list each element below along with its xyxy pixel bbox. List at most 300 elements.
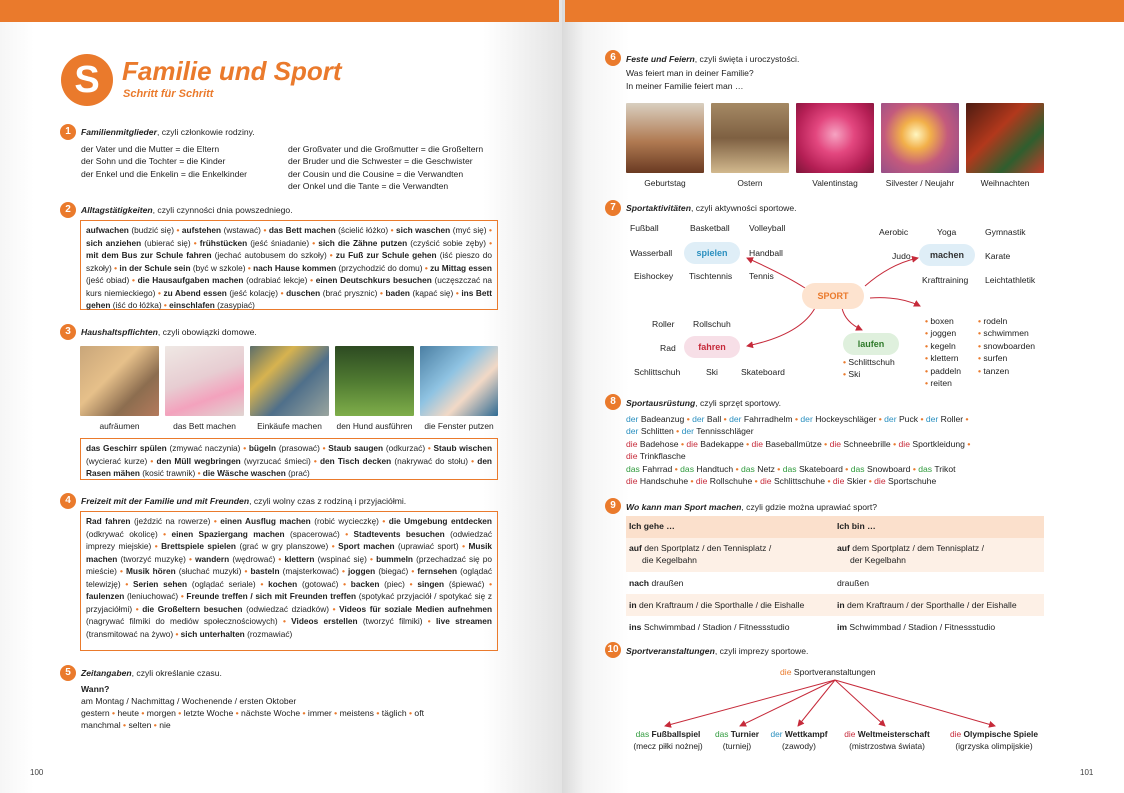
equipment-word: Hockeyschläger <box>815 414 877 424</box>
bullet-dot: • <box>406 708 415 718</box>
term-pl: (śpiewać) <box>448 578 485 589</box>
bullet-dot: • <box>978 340 984 351</box>
caption-geburtstag: Geburtstag <box>644 178 686 188</box>
verb-item <box>978 327 1035 339</box>
bullet-dot: • <box>151 720 160 730</box>
bullet-dot: • <box>752 476 761 487</box>
term-pl: (przychodzić do domu) <box>338 262 423 273</box>
term-de: bügeln <box>248 443 277 453</box>
article: die <box>695 476 708 487</box>
article: der <box>692 414 705 424</box>
term-de: den Tisch decken <box>319 455 392 466</box>
term-pl: (nakrywać do stołu) <box>394 455 468 466</box>
bullet-dot: • <box>422 262 431 273</box>
article: die <box>898 438 910 449</box>
term-de: einen Deutschkurs besuchen <box>315 275 432 285</box>
word-krafttraining: Krafttraining <box>922 275 969 285</box>
wann-label: Wann? <box>81 684 110 694</box>
verb-item <box>925 352 961 364</box>
term-de: die Hausaufgaben machen <box>137 275 244 285</box>
verb-item <box>925 365 961 377</box>
bullet-dot: • <box>210 516 221 526</box>
verb-item <box>843 356 895 368</box>
term-de: kochen <box>268 578 298 589</box>
term-pl: (wspinać się) <box>317 553 367 564</box>
term-pl: (uczęszczać na kurs niemieckiego) <box>86 275 493 298</box>
term-de: nach Hause kommen <box>253 262 337 273</box>
term-de: aufstehen <box>181 225 222 235</box>
article: das <box>626 463 640 474</box>
table-row-3-b: in dem Kraftraum / der Sporthalle / der Eishalle <box>837 600 1017 610</box>
bullet-dot: • <box>963 414 969 424</box>
verbs-col-2 <box>978 315 1035 377</box>
term-pl: (prać) <box>288 468 310 478</box>
term-de: mit dem Bus zur Schule fahren <box>86 250 212 260</box>
term-pl: (biegać) <box>378 566 409 576</box>
section-1-heading: Familienmitglieder, czyli członkowie rodziny. <box>81 127 255 137</box>
term-pl: (jeść obiad) <box>86 275 130 285</box>
term-de: joggen <box>348 566 376 576</box>
word-tennis: Tennis <box>749 271 774 281</box>
term-de: baden <box>385 287 410 298</box>
preposition: auf <box>629 543 642 553</box>
bullet-dot: • <box>366 553 377 564</box>
photo-einkaeufe <box>250 346 329 416</box>
equipment-word: Trikot <box>934 463 956 474</box>
verb-text: tanzen <box>983 365 1010 376</box>
time-word: selten <box>128 720 152 730</box>
bullet-dot: • <box>331 708 340 718</box>
bullet-dot: • <box>319 443 329 453</box>
term-pl: (piec) <box>384 578 405 589</box>
article: die <box>751 438 763 449</box>
equipment-word: Snowboard <box>866 463 911 474</box>
place: Schwimmbad / Stadion / Fitnessstudio <box>643 622 790 632</box>
equipment-word: Sportkleidung <box>912 438 965 449</box>
page-number-right: 101 <box>1080 768 1094 777</box>
photo-weihnachten <box>966 103 1044 173</box>
bullet-dot: • <box>673 426 682 437</box>
term-pl: (jeść śniadanie) <box>250 237 310 248</box>
verb-item <box>978 315 1035 327</box>
term-pl: (kosić trawnik) <box>142 468 196 478</box>
term-de: in der Schule sein <box>119 262 191 273</box>
preposition: im <box>837 622 848 632</box>
word-eishockey: Eishockey <box>634 271 674 281</box>
bullet-dot: • <box>175 708 184 718</box>
term-pl: (zmywać naczynia) <box>169 443 241 453</box>
bullet-dot: • <box>684 414 693 424</box>
section-10-number: 10 <box>605 642 621 658</box>
bullet-dot: • <box>378 516 389 526</box>
bullet-dot: • <box>925 353 931 364</box>
bullet-dot: • <box>233 708 242 718</box>
places-table <box>626 516 1044 638</box>
photo-silvester <box>881 103 959 173</box>
word-karate: Karate <box>985 251 1011 261</box>
bullet-dot: • <box>925 365 931 376</box>
bullet-dot: • <box>688 476 696 487</box>
preposition: nach <box>629 578 650 588</box>
term-de: den Rasen mähen <box>86 455 493 478</box>
term-de: zu Abend essen <box>163 287 227 298</box>
term-de: Staub wischen <box>433 443 493 453</box>
bullet-dot: • <box>978 316 984 326</box>
term-de: sich anziehen <box>86 237 142 248</box>
time-word: nächste Woche <box>241 708 301 718</box>
term-pl: (odrabiać lekcje) <box>246 275 308 285</box>
term-de: Stadtevents besuchen <box>353 528 445 539</box>
bullet-dot: • <box>338 566 348 576</box>
bullet-dot: • <box>733 463 741 474</box>
term-de: faulenzen <box>86 591 125 601</box>
time-word: morgen <box>146 708 176 718</box>
bullet-dot: • <box>918 414 926 424</box>
bullet-dot: • <box>338 578 351 589</box>
word-rad: Rad <box>660 343 676 353</box>
event-olympische-spiele: die Olympische Spiele (igrzyska olimpijskie) <box>950 729 1038 751</box>
term-pl: (grać w gry planszowe) <box>239 541 329 551</box>
equipment-word: Fahrrad <box>642 463 673 474</box>
equipment-line <box>626 413 1044 425</box>
section-7-number: 7 <box>605 200 621 216</box>
bullet-dot: • <box>404 578 418 589</box>
bullet-dot: • <box>157 528 172 539</box>
equipment-line <box>626 425 1044 437</box>
bullet-dot: • <box>925 316 931 326</box>
article: der <box>681 426 694 437</box>
bullet-dot: • <box>195 468 203 478</box>
term-pl: (być w szkole) <box>192 262 246 273</box>
term-pl: (odkurzać) <box>385 443 426 453</box>
section-4-number: 4 <box>60 493 76 509</box>
article: die <box>626 438 638 449</box>
photo-bett-machen <box>165 346 244 416</box>
word-skateboard: Skateboard <box>741 367 785 377</box>
term-de: sich waschen <box>396 225 451 235</box>
term-pl: (spotykać przyjaciół / spotykać się z przyjaciółmi) <box>86 591 493 614</box>
term-de: Musik hören <box>126 566 176 576</box>
term-de: live streamen <box>435 616 492 626</box>
photo-hund <box>335 346 414 416</box>
household-chores-box <box>80 438 498 480</box>
bullet-dot: • <box>120 578 134 589</box>
equipment-word: Handtuch <box>696 463 734 474</box>
bullet-dot: • <box>307 275 316 285</box>
bullet-dot: • <box>339 528 354 539</box>
section-3-number: 3 <box>60 324 76 340</box>
term-de: sich die Zähne putzen <box>318 237 408 248</box>
bullet-dot: • <box>843 357 849 367</box>
verb-text: snowboarden <box>983 340 1036 351</box>
term-de: klettern <box>284 553 315 564</box>
daily-activities-box <box>80 220 498 310</box>
caption-hund: den Hund ausführen <box>336 421 413 431</box>
section-2-number: 2 <box>60 202 76 218</box>
term-de: die Großeltern besuchen <box>142 603 243 614</box>
caption-weihnachten: Weihnachten <box>980 178 1030 188</box>
term-de: singen <box>417 578 445 589</box>
term-pl: (słuchać muzyki) <box>178 566 242 576</box>
time-word: täglich <box>381 708 407 718</box>
bullet-dot: • <box>185 553 196 564</box>
word-rollschuh: Rollschuh <box>693 319 731 329</box>
bullet-dot: • <box>774 463 783 474</box>
term-de: duschen <box>286 287 321 298</box>
word-wasserball: Wasserball <box>630 248 673 258</box>
bullet-dot: • <box>120 720 129 730</box>
term-pl: (robić wycieczkę) <box>314 516 379 526</box>
equipment-word: Badekappe <box>700 438 744 449</box>
bullet-dot: • <box>245 262 254 273</box>
term-de: Sport machen <box>338 541 395 551</box>
bullet-dot: • <box>425 443 434 453</box>
term-de: basteln <box>250 566 280 576</box>
verb-text: schwimmen <box>983 328 1029 339</box>
wann-line-3 <box>81 720 171 730</box>
caption-fenster: die Fenster putzen <box>424 421 494 431</box>
photo-ostern <box>711 103 789 173</box>
article: die <box>832 476 845 487</box>
equipment-line <box>626 475 1044 487</box>
term-pl: (rozmawiać) <box>247 628 293 639</box>
bullet-dot: • <box>825 476 833 487</box>
section-5-heading: Zeitangaben, czyli określanie czasu. <box>81 668 222 678</box>
term-pl: (oglądać telewizję) <box>86 566 492 589</box>
bullet-dot: • <box>468 455 478 466</box>
term-pl: (spacerować) <box>290 528 340 539</box>
place-cont: die Kegelbahn <box>642 555 697 565</box>
word-aerobic: Aerobic <box>879 227 909 237</box>
section-4-heading: Freizeit mit der Familie und mit Freunden, czyli wolny czas z rodziną i przyjaciółmi. <box>81 496 407 506</box>
section-2-heading: Alltagstätigkeiten, czyli czynności dnia powszedniego. <box>81 205 293 215</box>
word-yoga: Yoga <box>937 227 957 237</box>
term-pl: (brać prysznic) <box>322 287 378 298</box>
photo-geburtstag <box>626 103 704 173</box>
bullet-dot: • <box>240 443 249 453</box>
term-de: Brettspiele spielen <box>161 541 236 551</box>
article: das <box>782 463 797 474</box>
page-title: Familie und Sport <box>122 56 342 86</box>
table-header-bin: Ich bin … <box>837 521 876 531</box>
term-de: Videos erstellen <box>291 616 358 626</box>
place-cont: der Kegelbahn <box>850 555 906 565</box>
section-3-heading: Haushaltspflichten, czyli obowiązki domowe. <box>81 327 257 337</box>
article: die <box>626 451 638 462</box>
term-de: die Wäsche waschen <box>202 468 286 478</box>
term-pl: (leniuchować) <box>126 591 179 601</box>
term-pl: (iść pieszo do szkoły) <box>86 250 492 273</box>
node-machen: machen <box>919 244 975 266</box>
bullet-dot: • <box>310 455 320 466</box>
bullet-dot: • <box>678 438 687 449</box>
term-de: sich unterhalten <box>180 628 245 639</box>
bullet-dot: • <box>111 262 120 273</box>
term-de: backen <box>350 578 380 589</box>
event-wettkampf: der Wettkampf (zawody) <box>770 729 828 751</box>
verb-item <box>925 315 961 327</box>
term-pl: (transmitować na żywo) <box>86 628 174 639</box>
chapter-badge: S <box>61 54 113 106</box>
place: dem Sportplatz / dem Tennisplatz / <box>852 543 984 553</box>
word-handball: Handball <box>749 248 783 258</box>
term-pl: (ścielić łóżko) <box>338 225 389 235</box>
article: das <box>680 463 694 474</box>
bullet-dot: • <box>328 541 339 551</box>
equipment-word: Trinkflasche <box>639 451 686 462</box>
bullet-dot: • <box>173 628 181 639</box>
verb-item <box>978 365 1035 377</box>
term-pl: (prasować) <box>278 443 320 453</box>
verb-item <box>843 368 895 380</box>
verb-text: reiten <box>930 378 952 389</box>
equipment-word: Schlitten <box>640 426 674 437</box>
bullet-dot: • <box>109 708 118 718</box>
article: das <box>850 463 865 474</box>
equipment-word: Ball <box>706 414 722 424</box>
place: den Kraftraum / die Sporthalle / die Eishalle <box>639 600 805 610</box>
term-de: Serien sehen <box>133 578 188 589</box>
term-de: bummeln <box>376 553 413 564</box>
photo-valentinstag <box>796 103 874 173</box>
bullet-dot: • <box>155 287 164 298</box>
equipment-word: Netz <box>757 463 775 474</box>
bullet-dot: • <box>842 463 851 474</box>
term-de: einen Ausflug machen <box>220 516 311 526</box>
term-pl: (wycierać kurze) <box>86 455 148 466</box>
caption-ostern: Ostern <box>737 178 763 188</box>
section-8-heading: Sportausrüstung, czyli sprzęt sportowy. <box>626 398 782 408</box>
bullet-dot: • <box>138 708 147 718</box>
bullet-dot: • <box>925 378 931 389</box>
place: den Sportplatz / den Tennisplatz / <box>644 543 772 553</box>
place: draußen <box>651 578 684 588</box>
bullet-dot: • <box>241 566 251 576</box>
bullet-dot: • <box>278 287 287 298</box>
node-spielen: spielen <box>684 242 740 264</box>
bullet-dot: • <box>743 438 752 449</box>
article: die <box>686 438 698 449</box>
bullet-dot: • <box>255 578 269 589</box>
term-pl: (odkrywać okolicę) <box>86 528 158 539</box>
verb-item <box>978 340 1035 352</box>
bullet-dot: • <box>377 287 386 298</box>
bullet-dot: • <box>866 476 875 487</box>
time-word: manchmal <box>81 720 121 730</box>
verb-text: rodeln <box>983 316 1008 326</box>
bullet-dot: • <box>190 237 200 248</box>
article: der <box>925 414 939 424</box>
equipment-word: Rollschuhe <box>709 476 753 487</box>
equipment-word: Schneebrille <box>843 438 891 449</box>
word-judo: Judo <box>892 251 911 261</box>
equipment-line <box>626 450 1044 462</box>
word-roller: Roller <box>652 319 675 329</box>
bullet-dot: • <box>300 708 308 718</box>
term-de: Staub saugen <box>328 443 384 453</box>
word-ski: Ski <box>706 367 718 377</box>
bullet-dot: • <box>458 541 469 551</box>
bullet-dot: • <box>326 250 336 260</box>
bullet-dot: • <box>422 616 436 626</box>
word-fussball: Fußball <box>630 223 659 233</box>
node-fahren: fahren <box>684 336 740 358</box>
verb-text: Ski <box>848 369 861 380</box>
time-word: letzte Woche <box>183 708 234 718</box>
article: der <box>800 414 813 424</box>
bullet-dot: • <box>260 225 269 235</box>
equipment-word: Schlittschuhe <box>773 476 826 487</box>
page-subtitle: Schritt für Schritt <box>123 88 214 100</box>
term-de: das Bett machen <box>268 225 336 235</box>
article: die <box>626 476 638 487</box>
caption-aufraeumen: aufräumen <box>99 421 140 431</box>
sport-center-node: SPORT <box>802 283 864 309</box>
table-row-4-a <box>626 616 834 638</box>
bullet-dot: • <box>174 225 182 235</box>
bullet-dot: • <box>388 225 397 235</box>
equipment-word: Fahrradhelm <box>743 414 793 424</box>
equipment-word: Badeanzug <box>640 414 685 424</box>
top-band-right <box>565 0 1124 22</box>
event-turnier: das Turnier (turniej) <box>714 729 760 751</box>
term-pl: (tworzyć muzykę) <box>120 553 186 564</box>
bullet-dot: • <box>453 287 462 298</box>
bullet-dot: • <box>964 438 971 449</box>
term-pl: (wyrzucać śmieci) <box>243 455 311 466</box>
word-volleyball: Volleyball <box>749 223 786 233</box>
verb-item <box>925 340 961 352</box>
equipment-word: Tennisschläger <box>696 426 754 437</box>
leisure-box <box>80 511 498 651</box>
family-col-right: der Großvater und die Großmutter = die Großeltern der Bruder und die Schwester = die Geschwister der Cousin und die Cousine = die Verwandten der Onkel und die Tante = die Verwandten <box>288 144 484 191</box>
word-tischtennis: Tischtennis <box>689 271 733 281</box>
top-band-left <box>0 0 559 22</box>
section-1-number: 1 <box>60 124 76 140</box>
event-tree-arrows <box>620 676 1050 730</box>
section-6-heading: Feste und Feiern, czyli święta i uroczystości. <box>626 54 800 64</box>
bullet-dot: • <box>309 237 319 248</box>
equipment-line <box>626 438 1044 450</box>
term-pl: (czyścić sobie zęby) <box>410 237 487 248</box>
table-row-2-a <box>626 572 834 594</box>
bullet-dot: • <box>116 566 126 576</box>
bullet-dot: • <box>890 438 899 449</box>
term-pl: (wędrować) <box>232 553 276 564</box>
term-pl: (tworzyć filmiki) <box>362 616 423 626</box>
term-pl: (jeździć na rowerze) <box>133 516 211 526</box>
time-word: nie <box>159 720 171 730</box>
bullet-dot: • <box>876 414 885 424</box>
verb-text: kegeln <box>930 340 956 351</box>
time-word: immer <box>307 708 332 718</box>
bullet-dot: • <box>925 328 931 339</box>
equipment-line <box>626 463 1044 475</box>
term-de: wandern <box>195 553 230 564</box>
section-10-heading: Sportveranstaltungen, czyli imprezy sportowe. <box>626 646 809 656</box>
section-5-number: 5 <box>60 665 76 681</box>
bullet-dot: • <box>161 300 170 310</box>
article: der <box>729 414 742 424</box>
bullet-dot: • <box>792 414 801 424</box>
caption-einkaeufe: Einkäufe machen <box>257 421 322 431</box>
time-word: meistens <box>339 708 374 718</box>
table-header-gehe: Ich gehe … <box>629 521 675 531</box>
term-pl: (oglądać seriale) <box>191 578 256 589</box>
verb-item <box>925 377 961 389</box>
table-row-4-b: im Schwimmbad / Stadion / Fitnessstudio <box>837 622 996 632</box>
term-pl: (wstawać) <box>223 225 261 235</box>
